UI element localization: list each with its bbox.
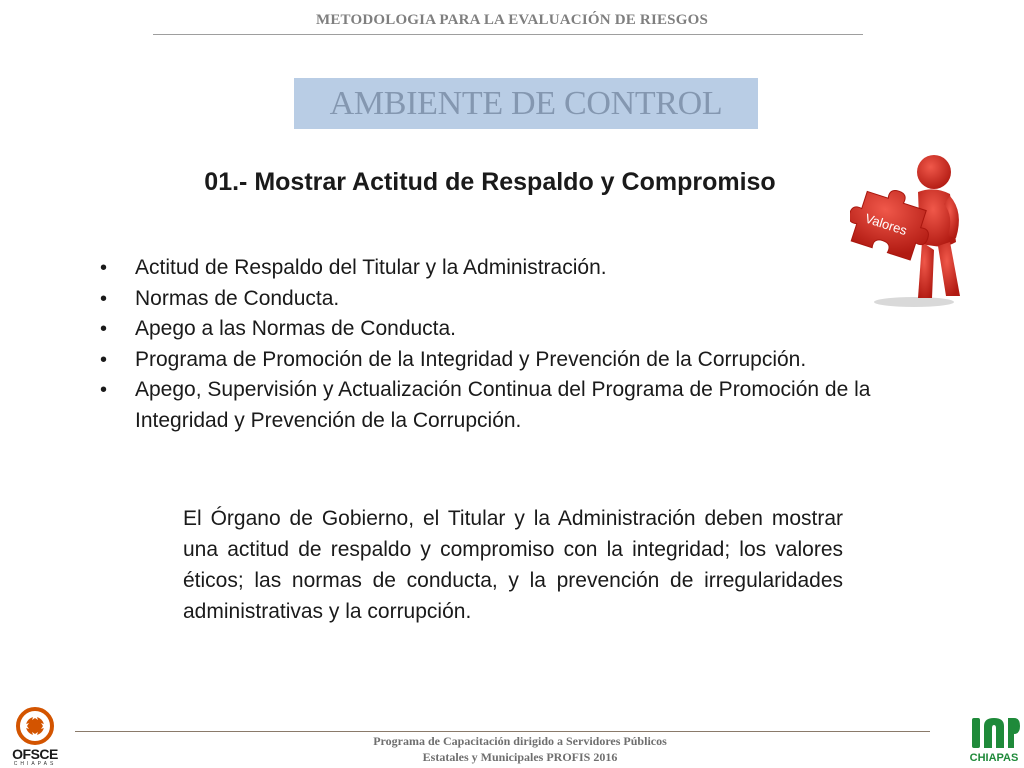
bullet-icon: • bbox=[100, 379, 108, 401]
puzzle-label: Valores bbox=[863, 210, 909, 239]
ofsce-logo-subtext: CHIAPAS bbox=[13, 761, 57, 767]
list-item-text: Programa de Promoción de la Integridad y Prevención de la Corrupción. bbox=[135, 347, 807, 371]
bullet-list bbox=[100, 253, 960, 436]
list-item-text: Actitud de Respaldo del Titular y la Administración. bbox=[135, 256, 607, 279]
list-item-text: Normas de Conducta. bbox=[135, 286, 340, 310]
person-puzzle-icon bbox=[850, 150, 970, 310]
list-item bbox=[100, 314, 960, 345]
iap-logo-text: CHIAPAS bbox=[969, 752, 1019, 764]
footer-divider bbox=[75, 731, 930, 732]
footer-line-1: Programa de Capacitación dirigido a Servidores Públicos bbox=[373, 734, 667, 748]
list-item bbox=[100, 253, 960, 284]
slide-heading: 01.- Mostrar Actitud de Respaldo y Compromiso bbox=[204, 168, 776, 196]
header-divider bbox=[153, 34, 863, 35]
iap-emblem-icon bbox=[966, 712, 1022, 752]
section-title-box bbox=[294, 78, 758, 129]
body-paragraph: El Órgano de Gobierno, el Titular y la Administración deben mostrar una actitud de respaldo y compromiso con la integridad; los valores éticos; las normas de conducta, y la prevención de irregularidades administrativas y la corrupción. bbox=[183, 507, 843, 623]
footer bbox=[300, 733, 740, 765]
iap-chiapas-logo bbox=[966, 712, 1022, 768]
list-item-text: Apego, Supervisión y Actualización Continua del Programa de Promoción de la Integridad y Prevención de la Corrupción. bbox=[135, 378, 871, 432]
list-item bbox=[100, 375, 960, 436]
list-item-text: Apego a las Normas de Conducta. bbox=[135, 317, 457, 340]
bullet-icon: • bbox=[100, 257, 108, 279]
list-item bbox=[100, 345, 960, 376]
bullet-icon: • bbox=[100, 318, 108, 340]
figure-puzzle-person bbox=[850, 150, 970, 310]
bullet-icon: • bbox=[100, 287, 108, 310]
list-item bbox=[100, 284, 960, 315]
ofsce-emblem-icon bbox=[4, 706, 66, 746]
header-title: METODOLOGIA PARA LA EVALUACIÓN DE RIESGOS bbox=[315, 12, 709, 28]
section-title: AMBIENTE DE CONTROL bbox=[329, 85, 723, 122]
ofsce-logo-text: OFSCE bbox=[12, 746, 58, 762]
footer-line-2: Estatales y Municipales PROFIS 2016 bbox=[422, 750, 618, 764]
ofsce-logo bbox=[4, 706, 66, 768]
bullet-icon: • bbox=[100, 348, 108, 371]
